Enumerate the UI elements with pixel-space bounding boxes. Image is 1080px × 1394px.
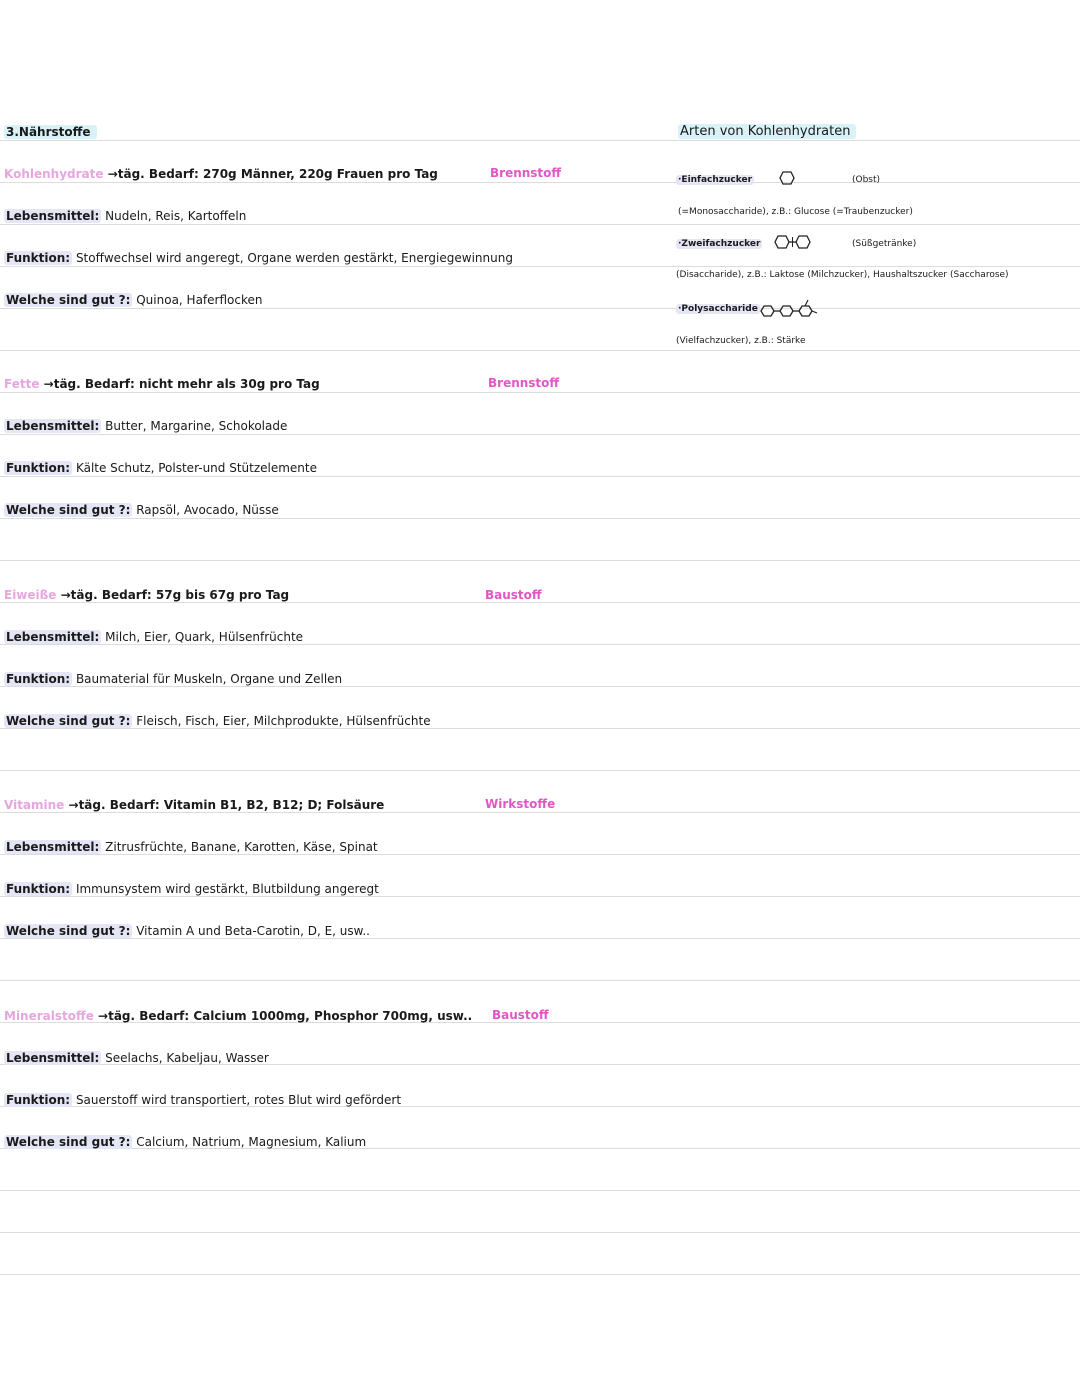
nutrient-bedarf: →täg. Bedarf: 270g Männer, 220g Frauen pro Tag	[107, 167, 438, 181]
welche-line: Welche sind gut ?: Vitamin A und Beta-Carotin, D, E, usw..	[6, 924, 370, 938]
welche-line: Welche sind gut ?: Quinoa, Haferflocken	[6, 293, 263, 307]
lebensmittel-line: Lebensmittel: Seelachs, Kabeljau, Wasser	[6, 1051, 269, 1065]
nutrient-name: Fette	[4, 377, 40, 391]
nutrient-header	[4, 797, 384, 813]
nutrient-header	[4, 376, 320, 392]
nutrient-name: Kohlenhydrate	[4, 167, 104, 181]
nutrient-role: Brennstoff	[490, 166, 562, 180]
section-title: 3.Nährstoffe	[4, 124, 97, 140]
nutrient-role: Baustoff	[485, 588, 542, 602]
welche-line: Welche sind gut ?: Calcium, Natrium, Magnesium, Kalium	[6, 1135, 367, 1149]
nutrient-name: Eiweiße	[4, 588, 57, 602]
nutrient-role: Wirkstoffe	[485, 797, 556, 811]
nutrient-bedarf: →täg. Bedarf: nicht mehr als 30g pro Tag	[43, 377, 320, 391]
nutrient-header	[4, 1008, 472, 1024]
funktion-line: Funktion: Stoffwechsel wird angeregt, Organe werden gestärkt, Energiegewinnung	[6, 251, 513, 265]
carb-type-polysaccharide: ·Polysaccharide	[678, 304, 758, 314]
nutrient-bedarf: →täg. Bedarf: 57g bis 67g pro Tag	[60, 588, 290, 602]
nutrient-header	[4, 587, 289, 603]
nutrient-name: Mineralstoffe	[4, 1009, 94, 1023]
lebensmittel-line: Lebensmittel: Nudeln, Reis, Kartoffeln	[6, 209, 247, 223]
nutrient-role: Brennstoff	[488, 376, 560, 390]
carb-type-note: (Obst)	[852, 175, 881, 185]
funktion-line: Funktion: Sauerstoff wird transportiert, rotes Blut wird gefördert	[6, 1093, 402, 1107]
polysaccharide-icon	[760, 298, 818, 322]
nutrient-header	[4, 166, 438, 182]
funktion-line: Funktion: Immunsystem wird gestärkt, Blutbildung angeregt	[6, 882, 379, 896]
lebensmittel-line: Lebensmittel: Zitrusfrüchte, Banane, Karotten, Käse, Spinat	[6, 840, 378, 854]
nutrient-name: Vitamine	[4, 798, 65, 812]
carbs-panel-title: Arten von Kohlenhydraten	[678, 124, 856, 139]
carb-type-note: (Süßgetränke)	[852, 239, 917, 249]
carb-type-einfachzucker: ·Einfachzucker	[678, 175, 753, 185]
lebensmittel-line: Lebensmittel: Butter, Margarine, Schokolade	[6, 419, 288, 433]
nutrient-bedarf: →täg. Bedarf: Vitamin B1, B2, B12; D; Folsäure	[68, 798, 385, 812]
carb-type-detail: (Vielfachzucker), z.B.: Stärke	[676, 336, 806, 346]
hexagon-icon	[778, 170, 796, 186]
carb-type-detail: (=Monosaccharide), z.B.: Glucose (=Traubenzucker)	[678, 207, 913, 217]
funktion-line: Funktion: Kälte Schutz, Polster-und Stützelemente	[6, 461, 318, 475]
carb-type-zweifachzucker: ·Zweifachzucker	[678, 239, 761, 249]
funktion-line: Funktion: Baumaterial für Muskeln, Organe und Zellen	[6, 672, 343, 686]
welche-line: Welche sind gut ?: Fleisch, Fisch, Eier, Milchprodukte, Hülsenfrüchte	[6, 714, 431, 728]
nutrient-bedarf: →täg. Bedarf: Calcium 1000mg, Phosphor 700mg, usw..	[98, 1009, 473, 1023]
disaccharide-icon	[774, 234, 812, 250]
welche-line: Welche sind gut ?: Rapsöl, Avocado, Nüsse	[6, 503, 279, 517]
nutrient-role: Baustoff	[492, 1008, 549, 1022]
carb-type-detail: (Disaccharide), z.B.: Laktose (Milchzucker), Haushaltszucker (Saccharose)	[676, 270, 1009, 280]
lebensmittel-line: Lebensmittel: Milch, Eier, Quark, Hülsenfrüchte	[6, 630, 304, 644]
